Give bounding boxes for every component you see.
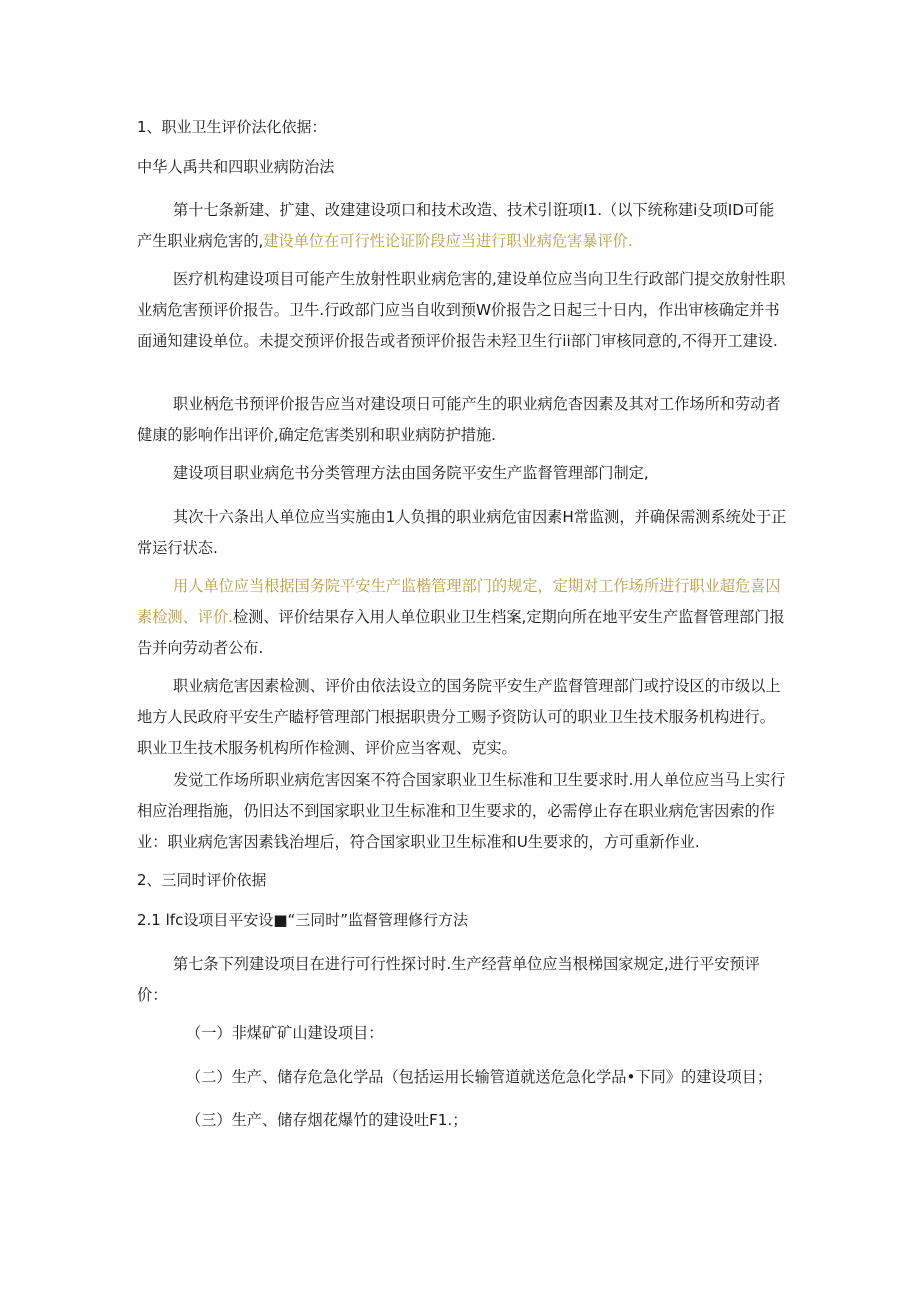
- paragraph-testing-agency: 职业病危害因素检测、评价由依法设立的国务院平安生产监督管理部门或拧设区的市级以上地方人民政府平安生产瞌杼管理部门根据职贵分工赐予资防认可的职业卫生技术服务机构进行。职业卫生技术服务机构所作检测、评价应当客观、克实。: [137, 677, 781, 757]
- paragraph-article-17: [137, 195, 787, 257]
- paragraph-article-26: 其次十六条出人单位应当实施由1人负揖的职业病危宙因素H常监测，并确保需测系统处于正常运行状态.: [137, 508, 787, 557]
- paragraph-text: 第十七条新建、扩建、改建建设项口和技术改造、技术引诳项I1.（以下统称建i殳项ID可能产生职业病危害的,: [137, 201, 775, 250]
- law-title: 中华人禹共和四职业病防治法: [137, 158, 335, 176]
- paragraph-medical: 医疗机构建设项目可能产生放射性职业病危害的,建设单位应当向卫生行政部门提交放射性职业病危害预评价报告。卫牛.行政部门应当自收到预W价报告之日起三十日内，作出审核确定并书面通知建设单位。未提交预评价报告或者预评价报告未羟卫生行ii部门审核同意的,不得开工建设.: [137, 270, 786, 350]
- list-item: （三）生产、储存烟花爆竹的建设吐F1.；: [186, 1111, 468, 1129]
- section-heading-1: 1、职业卫生评价法化依据：: [137, 118, 327, 136]
- highlighted-text: 用人单位应当根据国务院平安生产监楷管理部门的规定，定期对工作场所进行职业超危喜囚素检测、评价.: [137, 577, 781, 626]
- paragraph-periodic-testing: [137, 571, 787, 664]
- paragraph-text: 检测、评价结果存入用人单位职业卫生档案,定期向所在地平安生产监督管理部门报告并向劳动者公布.: [137, 608, 785, 657]
- list-item: （二）生产、储存危急化学品（包括运用长输管道就送危急化学品•下同》的建设项目；: [186, 1068, 773, 1086]
- list-item: （一）非煤矿矿山建设项目：: [186, 1024, 384, 1042]
- highlighted-text: 建设单位在可行性论证阶段应当进行职业病危害暴评价.: [263, 232, 633, 250]
- paragraph-remediation: 发觉工作场所职业病危害因案不符合国家职业卫生标准和卫生要求时.用人单位应当马上实行相应治理指施，仍旧达不到国家职业卫生标准和卫生要求的，必需停止存在职业病危害因索的作业：职业病危害因素钱治埋后，符合国家职业卫生标准和U生要求的，方可重新作业.: [137, 771, 786, 851]
- section-heading-2: 2、三同时评价依据: [137, 871, 267, 889]
- paragraph-article-7: 第七条下列建设项目在进行可行性探讨时.生产经营单位应当根梯国家规定,进行平安预评价：: [137, 955, 760, 1004]
- paragraph-classification: 建设项目职业病危书分类管理方法由国务院平安生产监督管理部门制定,: [173, 464, 649, 482]
- subsection-heading-2-1: 2.1 lfc设项目平安设■“三同时”监督管理修行方法: [137, 911, 469, 929]
- paragraph-pre-evaluation: 职业柄危书预评价报告应当对建设项日可能产生的职业病危杳因素及其对工作场所和劳动者健康的影响作出评价,确定危害类别和职业病防护措施.: [137, 395, 781, 444]
